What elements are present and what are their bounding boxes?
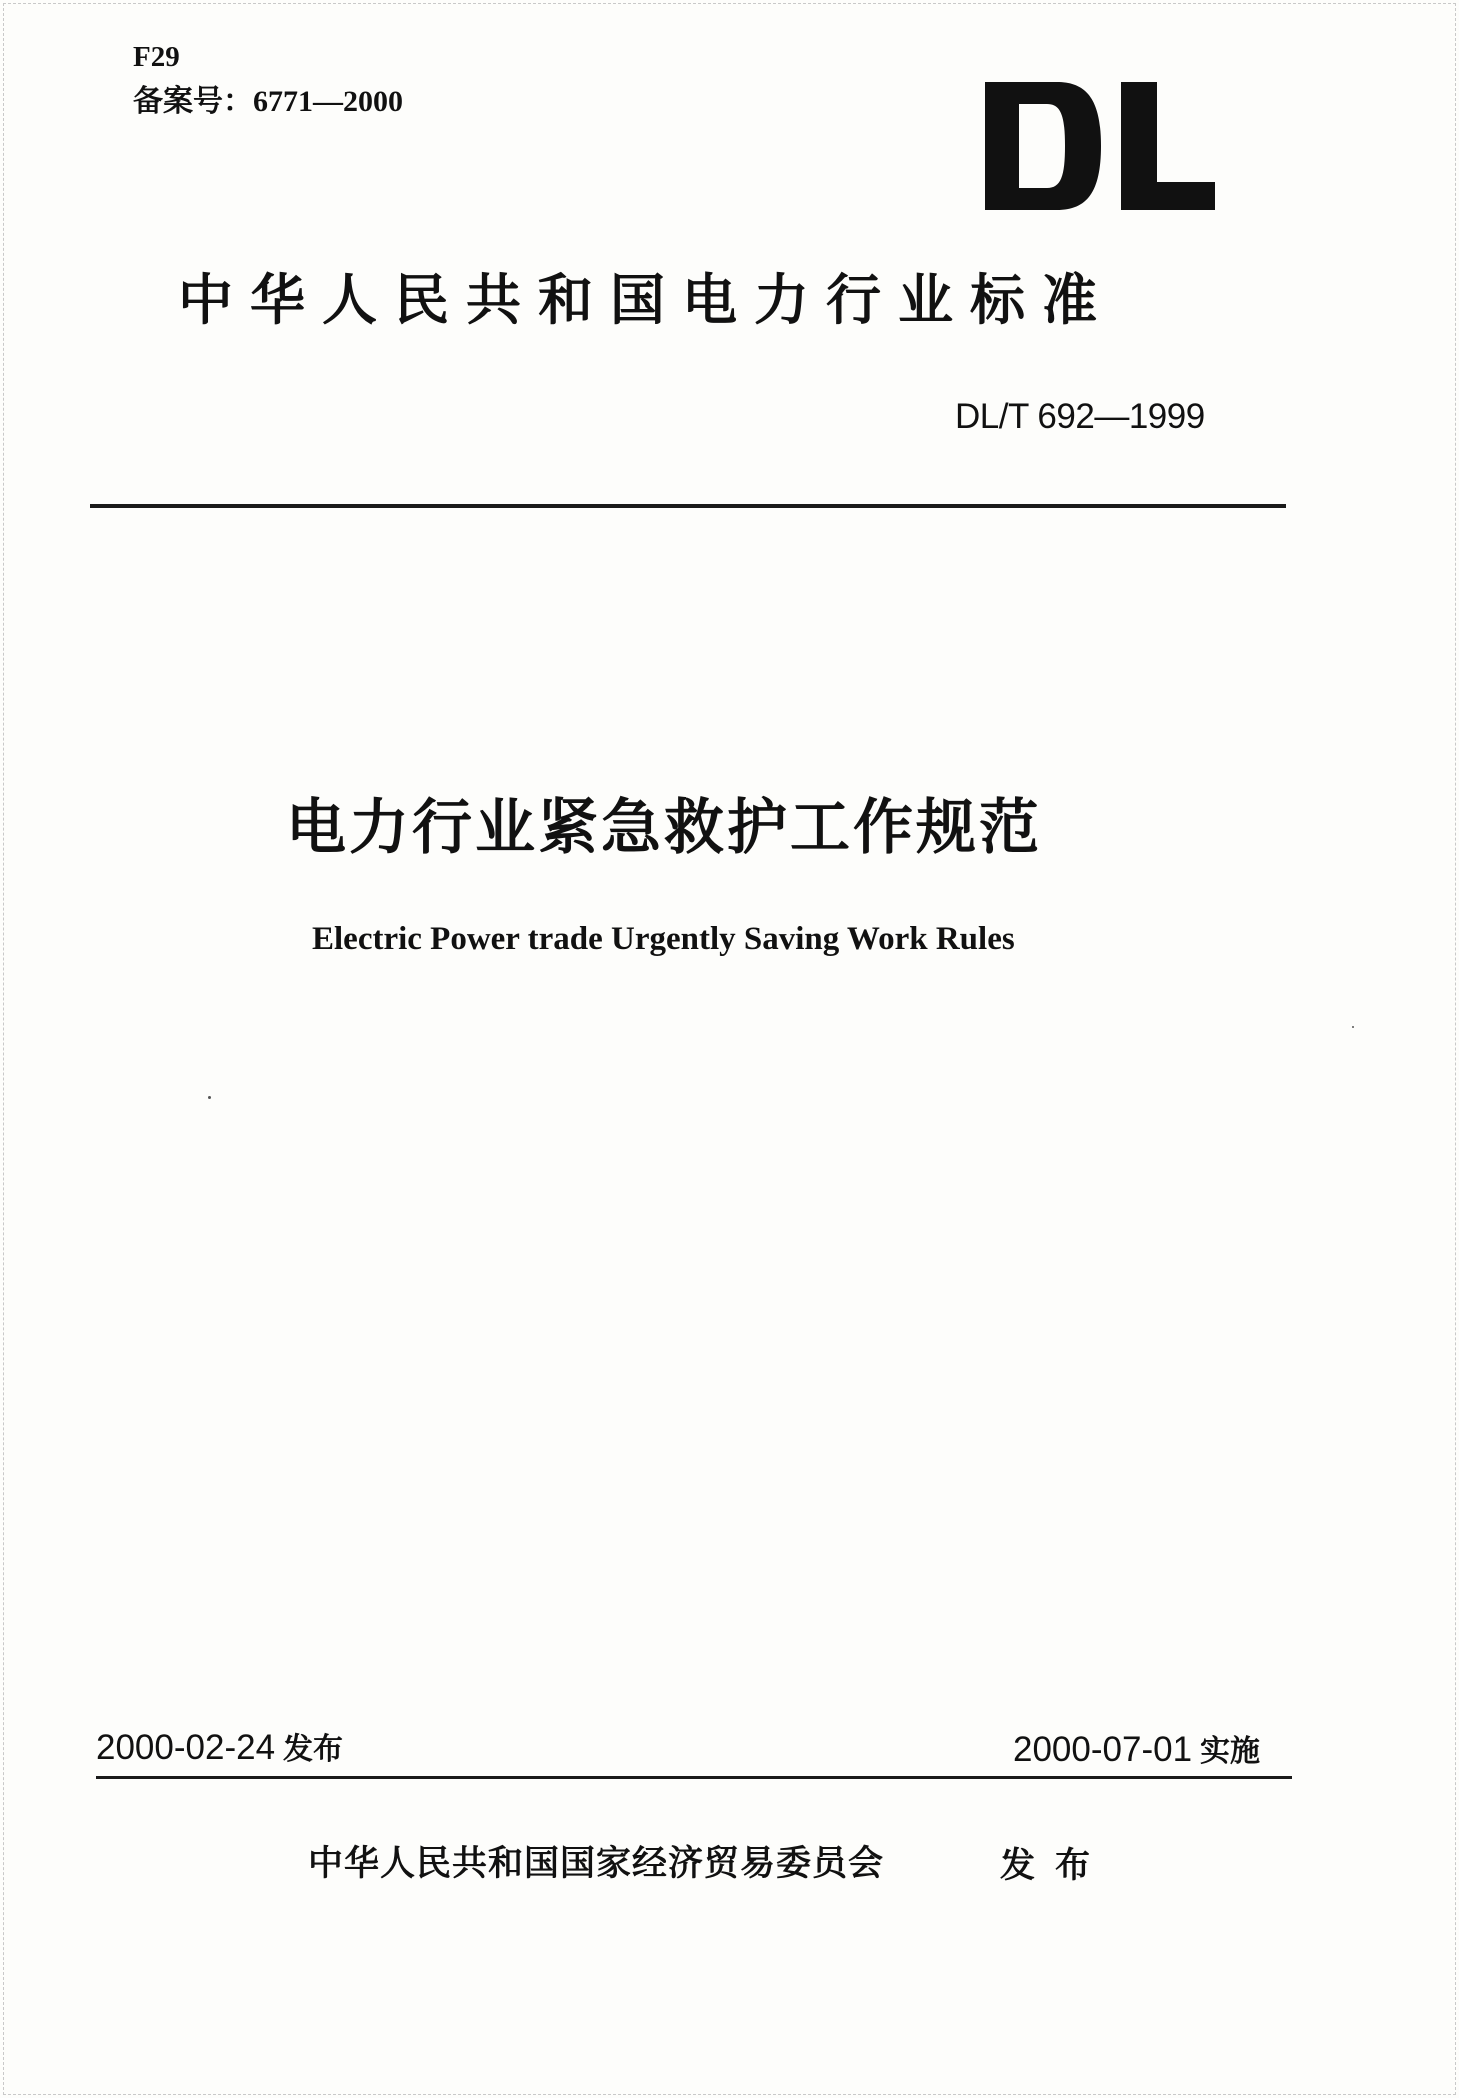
record-number: 6771—2000 xyxy=(253,85,403,118)
publish-date-line xyxy=(96,1726,343,1772)
effective-date: 2000-07-01 xyxy=(1013,1730,1193,1769)
effective-label: 实施 xyxy=(1200,1734,1261,1769)
document-title-cn: 电力行业紧急救护工作规范 xyxy=(286,793,1042,863)
classification-code: F29 xyxy=(133,41,180,73)
industry-standard-title: 中华人民共和国电力行业标准 xyxy=(178,268,1115,332)
issuing-authority: 中华人民共和国国家经济贸易委员会 xyxy=(308,1844,885,1884)
top-divider xyxy=(90,504,1286,508)
publish-date: 2000-02-24 xyxy=(96,1728,276,1767)
publish-label: 发布 xyxy=(283,1732,344,1767)
scan-speck xyxy=(208,1096,211,1099)
standard-number: DL/T 692—1999 xyxy=(955,397,1205,436)
bottom-divider xyxy=(96,1776,1292,1779)
scan-speck xyxy=(1352,1026,1354,1028)
record-label: 备案号： xyxy=(133,84,253,119)
issue-label: 发布 xyxy=(1000,1846,1111,1886)
document-title-en: Electric Power trade Urgently Saving Work Rules xyxy=(312,921,1015,957)
dl-logo xyxy=(985,82,1215,210)
effective-date-line xyxy=(1013,1728,1260,1774)
record-number-line xyxy=(133,84,403,120)
